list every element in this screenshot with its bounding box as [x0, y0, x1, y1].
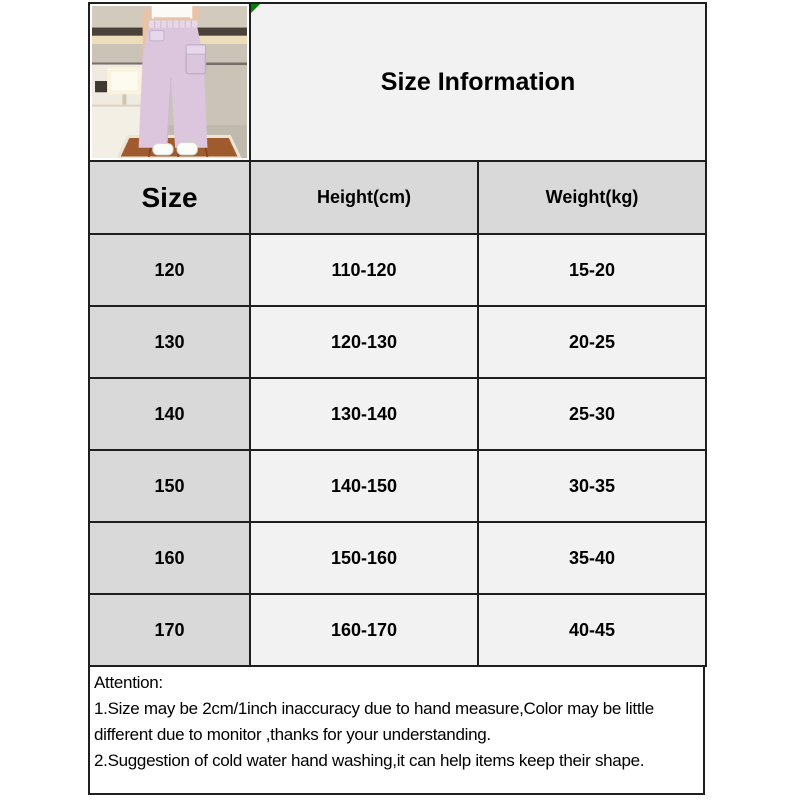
weight-value: 25-30 — [478, 378, 706, 450]
height-value: 120-130 — [250, 306, 478, 378]
size-value: 140 — [89, 378, 250, 450]
column-header-height: Height(cm) — [250, 161, 478, 234]
height-value: 160-170 — [250, 594, 478, 666]
table-row — [89, 450, 706, 522]
weight-value: 40-45 — [478, 594, 706, 666]
size-value: 150 — [89, 450, 250, 522]
attention-title: Attention: — [94, 673, 163, 692]
size-value: 170 — [89, 594, 250, 666]
attention-line: 1.Size may be 2cm/1inch inaccuracy due to hand measure,Color may be little — [94, 699, 654, 718]
table-row — [89, 306, 706, 378]
product-photo-cell — [89, 3, 250, 161]
size-chart — [88, 2, 705, 795]
height-value: 110-120 — [250, 234, 478, 306]
size-value: 120 — [89, 234, 250, 306]
page-title: Size Information — [380, 67, 576, 96]
size-table — [88, 2, 707, 667]
size-value: 160 — [89, 522, 250, 594]
attention-line: 2.Suggestion of cold water hand washing,it can help items keep their shape. — [94, 751, 645, 770]
attention-line: different due to monitor ,thanks for your understanding. — [94, 725, 491, 744]
height-value: 140-150 — [250, 450, 478, 522]
size-information-header — [250, 3, 706, 161]
product-photo — [92, 6, 247, 158]
weight-value: 20-25 — [478, 306, 706, 378]
size-value: 130 — [89, 306, 250, 378]
weight-value: 15-20 — [478, 234, 706, 306]
table-header-row — [89, 161, 706, 234]
column-header-weight: Weight(kg) — [478, 161, 706, 234]
table-row — [89, 378, 706, 450]
height-value: 150-160 — [250, 522, 478, 594]
table-row — [89, 594, 706, 666]
column-header-size: Size — [89, 161, 250, 234]
cell-corner-marker-icon — [251, 4, 260, 13]
attention-note — [88, 665, 705, 795]
table-row — [89, 234, 706, 306]
height-value: 130-140 — [250, 378, 478, 450]
top-row — [89, 3, 706, 161]
table-row — [89, 522, 706, 594]
weight-value: 35-40 — [478, 522, 706, 594]
weight-value: 30-35 — [478, 450, 706, 522]
